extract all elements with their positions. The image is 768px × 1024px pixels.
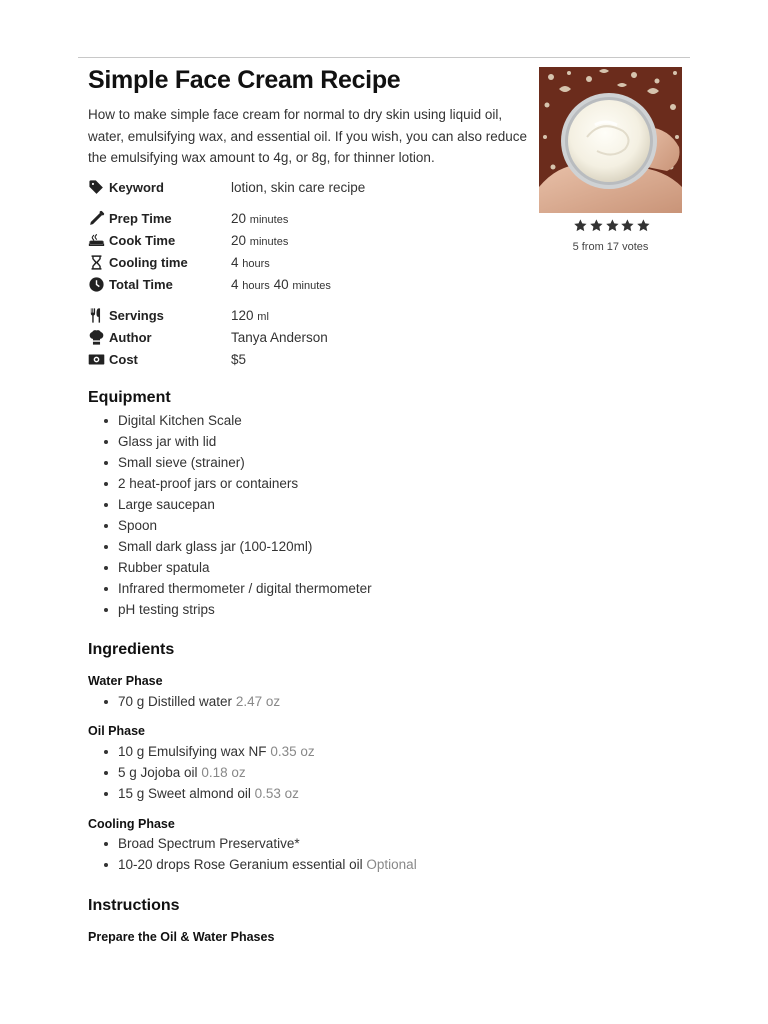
cost-label: Cost bbox=[109, 351, 138, 367]
money-icon bbox=[88, 351, 105, 368]
cost-row bbox=[88, 348, 328, 370]
star-icon[interactable] bbox=[636, 218, 651, 233]
ingredient-item: 70 g Distilled water 2.47 oz bbox=[118, 691, 280, 712]
keyword-label: Keyword bbox=[109, 179, 164, 195]
equipment-item: 2 heat-proof jars or containers bbox=[118, 473, 372, 494]
equipment-item: Large saucepan bbox=[118, 494, 372, 515]
recipe-meta-keyword bbox=[88, 176, 365, 198]
star-icon[interactable] bbox=[605, 218, 620, 233]
instructions-heading: Instructions bbox=[88, 897, 180, 914]
ingredient-item: Broad Spectrum Preservative* bbox=[118, 833, 417, 854]
servings-label: Servings bbox=[109, 307, 164, 323]
star-icon[interactable] bbox=[620, 218, 635, 233]
ingredient-item: 5 g Jojoba oil 0.18 oz bbox=[118, 762, 315, 783]
total-time-row bbox=[88, 273, 331, 295]
star-icon[interactable] bbox=[589, 218, 604, 233]
equipment-heading: Equipment bbox=[88, 389, 171, 406]
total-time-label: Total Time bbox=[109, 276, 173, 292]
equipment-item: Small sieve (strainer) bbox=[118, 452, 372, 473]
prep-time-value: 20 minutes bbox=[231, 210, 289, 226]
equipment-item: Rubber spatula bbox=[118, 557, 372, 578]
servings-value: 120 ml bbox=[231, 307, 269, 323]
face-cream-image bbox=[539, 67, 682, 213]
cooling-time-value: 4 hours bbox=[231, 254, 270, 270]
recipe-title: Simple Face Cream Recipe bbox=[88, 66, 401, 94]
water-phase-list bbox=[88, 691, 280, 712]
ingredient-item: 10-20 drops Rose Geranium essential oil Optional bbox=[118, 854, 417, 875]
ingredient-item: 10 g Emulsifying wax NF 0.35 oz bbox=[118, 741, 315, 762]
top-divider bbox=[78, 57, 690, 58]
servings-row bbox=[88, 304, 328, 326]
equipment-item: Infrared thermometer / digital thermometer bbox=[118, 578, 372, 599]
clock-icon bbox=[88, 276, 105, 293]
rating-count: 5 from 17 votes bbox=[572, 241, 649, 253]
recipe-summary: How to make simple face cream for normal to dry skin using liquid oil, water, emulsifying wax, and essential oil. If you wish, you can also reduce the emulsifying wax amount to 4g, or 8g, for thinner lotion. bbox=[88, 107, 527, 165]
recipe-meta-times bbox=[88, 207, 331, 295]
stove-icon bbox=[88, 232, 105, 249]
utensils-icon bbox=[88, 307, 105, 324]
prep-time-label: Prep Time bbox=[109, 210, 172, 226]
total-time-value: 4 hours 40 minutes bbox=[231, 276, 331, 292]
star-icon[interactable] bbox=[573, 218, 588, 233]
tag-icon bbox=[88, 179, 105, 196]
recipe-meta-details bbox=[88, 304, 328, 370]
cook-time-label: Cook Time bbox=[109, 232, 176, 248]
prep-time-row bbox=[88, 207, 331, 229]
keyword-value: lotion, skin care recipe bbox=[231, 179, 366, 195]
cost-value: $5 bbox=[231, 351, 247, 367]
recipe-photo[interactable] bbox=[539, 67, 682, 213]
equipment-item: Spoon bbox=[118, 515, 372, 536]
oil-phase-heading: Oil Phase bbox=[88, 724, 145, 738]
hourglass-icon bbox=[88, 254, 105, 271]
cooling-phase-heading: Cooling Phase bbox=[88, 817, 175, 831]
chef-hat-icon bbox=[88, 329, 105, 346]
equipment-item: Digital Kitchen Scale bbox=[118, 410, 372, 431]
equipment-item: Small dark glass jar (100-120ml) bbox=[118, 536, 372, 557]
cook-time-row bbox=[88, 229, 331, 251]
author-row bbox=[88, 326, 328, 348]
oil-phase-list bbox=[88, 741, 315, 804]
cooling-phase-list bbox=[88, 833, 417, 875]
ingredients-heading: Ingredients bbox=[88, 641, 175, 658]
equipment-item: pH testing strips bbox=[118, 599, 372, 620]
water-phase-heading: Water Phase bbox=[88, 674, 163, 688]
author-value: Tanya Anderson bbox=[231, 329, 328, 345]
rating-stars[interactable] bbox=[573, 218, 651, 233]
instructions-subheading: Prepare the Oil & Water Phases bbox=[88, 930, 275, 944]
keyword-row bbox=[88, 176, 365, 198]
equipment-list bbox=[88, 410, 372, 620]
author-label: Author bbox=[109, 329, 152, 345]
equipment-item: Glass jar with lid bbox=[118, 431, 372, 452]
ingredient-item: 15 g Sweet almond oil 0.53 oz bbox=[118, 783, 315, 804]
cook-time-value: 20 minutes bbox=[231, 232, 289, 248]
knife-icon bbox=[88, 210, 105, 227]
cooling-time-label: Cooling time bbox=[109, 254, 188, 270]
cooling-time-row bbox=[88, 251, 331, 273]
